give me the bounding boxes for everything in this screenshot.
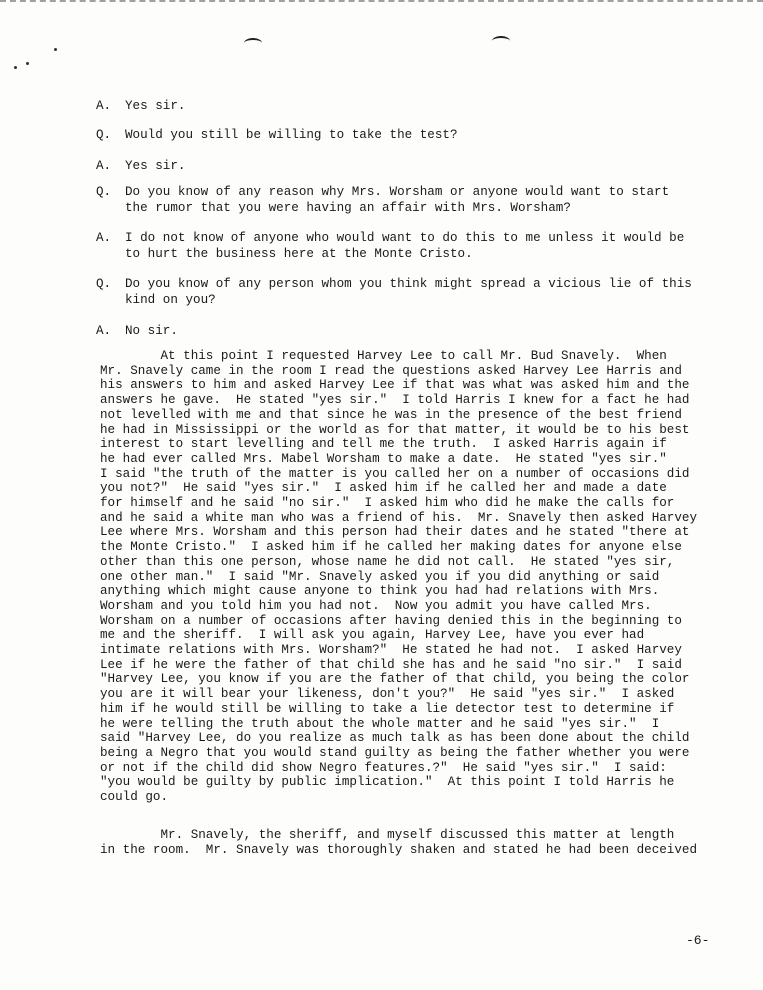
- qa-text: Yes sir.: [125, 159, 186, 173]
- scan-mark-right: [492, 36, 510, 46]
- page-number: -6-: [686, 933, 710, 948]
- qa-entry: [96, 323, 696, 339]
- qa-entry: [96, 98, 696, 114]
- speaker-label: A.: [96, 99, 112, 113]
- qa-entry: [96, 158, 696, 174]
- qa-text: No sir.: [125, 324, 178, 338]
- speaker-label: Q.: [96, 185, 112, 199]
- qa-entry: [96, 230, 696, 262]
- qa-text: Do you know of any person whom you think might spread a vicious lie of this kind on you?: [125, 277, 692, 307]
- speaker-label: Q.: [96, 128, 112, 142]
- qa-text: Yes sir.: [125, 99, 186, 113]
- scan-dot: [54, 48, 57, 51]
- narrative-paragraph: Mr. Snavely, the sheriff, and myself discussed this matter at length in the room. Mr. Snavely was thoroughly shaken and stated he had been deceived: [100, 828, 698, 857]
- scan-mark-left: [244, 38, 262, 48]
- speaker-label: A.: [96, 231, 112, 245]
- top-edge-artifact: [0, 0, 763, 5]
- qa-entry: [96, 184, 696, 216]
- speaker-label: A.: [96, 159, 112, 173]
- scan-dot: [14, 66, 17, 69]
- qa-entry: [96, 276, 696, 308]
- qa-text: Would you still be willing to take the test?: [125, 128, 458, 142]
- qa-entry: [96, 127, 696, 143]
- speaker-label: A.: [96, 324, 112, 338]
- qa-text: I do not know of anyone who would want to do this to me unless it would be to hurt the business here at the Monte Cristo.: [125, 231, 685, 261]
- qa-text: Do you know of any reason why Mrs. Worsham or anyone would want to start the rumor that you were having an affair with Mrs. Worsham?: [125, 185, 670, 215]
- narrative-paragraph: At this point I requested Harvey Lee to call Mr. Bud Snavely. When Mr. Snavely came in the room I read the questions asked Harvey Lee Harris and his answers to him and asked Harvey Lee if that was what was asked him and the answers he gave. He stated "yes sir." I told Harris I knew for a fact he had not levelled with me and that since he was in the presence of the best friend he had in Mississippi or the world as for that matter, it would be to his best interest to start levelling and tell me the truth. I asked Harris again if he had ever called Mrs. Mabel Worsham to make a date. He stated "yes sir." I said "the truth of the matter is you called her on a number of occasions did you not?" He said "yes sir." I asked him if he called her and made a date for himself and he said "no sir." I asked him who did he make the calls for and he said a white man who was a friend of his. Mr. Snavely then asked Harvey Lee where Mrs. Worsham and this person had their dates and he stated "there at the Monte Cristo." I asked him if he called her making dates for anyone else other than this one person, whose name he did not call. He stated "yes sir, one other man." I said "Mr. Snavely asked you if you did anything or said anything which might cause anyone to think you had had relations with Mrs. Worsham and you told him you had not. Now you admit you have called Mrs. Worsham on a number of occasions after having denied this in the beginning to me and the sheriff. I will ask you again, Harvey Lee, have you ever had intimate relations with Mrs. Worsham?" He stated he had not. I asked Harvey Lee if he were the father of that child she has and he said "no sir." I said "Harvey Lee, you know if you are the father of that child, you being the color you are it will bear your likeness, don't you?" He said "yes sir." I asked him if he would still be willing to take a lie detector test to determine if he were telling the truth about the whole matter and he said "yes sir." I said "Harvey Lee, do you realize as much talk as has been done about the child being a Negro that you would stand guilty as being the father whether you were or not if the child did show Negro features.?" He said "yes sir." I said: "you would be guilty by public implication." At this point I told Harris he could go.: [100, 349, 698, 805]
- scan-dot: [26, 62, 29, 65]
- speaker-label: Q.: [96, 277, 112, 291]
